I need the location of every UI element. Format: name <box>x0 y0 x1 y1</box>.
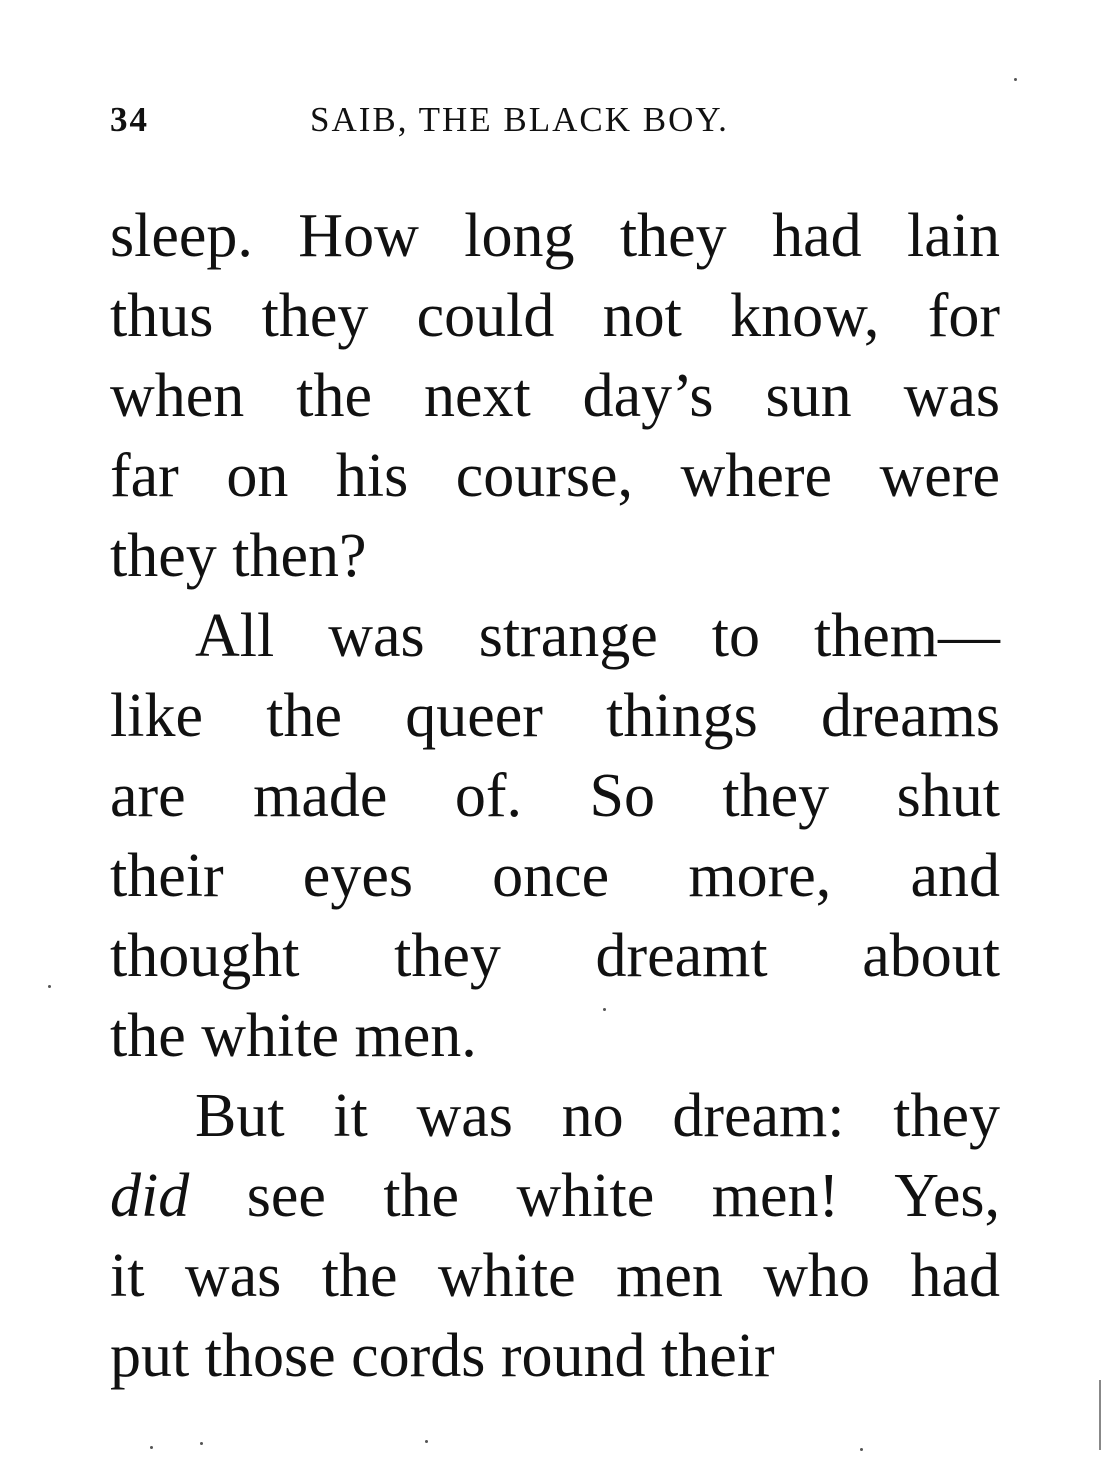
text-line: put those cords round their <box>110 1322 775 1390</box>
text-line: far on his course, where were <box>110 442 1000 510</box>
print-speck <box>603 1008 606 1011</box>
print-speck <box>860 1448 863 1451</box>
text-line: when the next day’s sun was <box>110 362 1000 430</box>
emphasized-word: did <box>110 1162 190 1230</box>
paragraph-start-line: All was strange to them— <box>195 602 1000 670</box>
text-line: they then? <box>110 522 367 590</box>
text-line: thought they dreamt about <box>110 922 1000 990</box>
page-number: 34 <box>110 100 149 139</box>
paragraph-start-line: But it was no dream: they <box>195 1082 1000 1150</box>
text-line <box>110 1156 1000 1236</box>
line-continuation: see the white men! Yes, <box>246 1162 1000 1230</box>
print-speck <box>425 1440 428 1443</box>
text-line: their eyes once more, and <box>110 842 1000 910</box>
print-speck <box>1014 78 1017 81</box>
running-head <box>110 100 1000 148</box>
text-line: are made of. So they shut <box>110 762 1000 830</box>
print-speck <box>200 1442 203 1445</box>
body-text <box>110 196 1000 1396</box>
text-line: it was the white men who had <box>110 1242 1000 1310</box>
print-speck <box>150 1446 153 1449</box>
print-speck <box>48 985 51 988</box>
text-line: the white men. <box>110 1002 477 1070</box>
page-edge-mark <box>1099 1380 1101 1450</box>
text-line: thus they could not know, for <box>110 282 1000 350</box>
text-line: like the queer things dreams <box>110 682 1000 750</box>
running-title: SAIB, THE BLACK BOY. <box>310 100 729 139</box>
text-line: sleep. How long they had lain <box>110 202 1000 270</box>
